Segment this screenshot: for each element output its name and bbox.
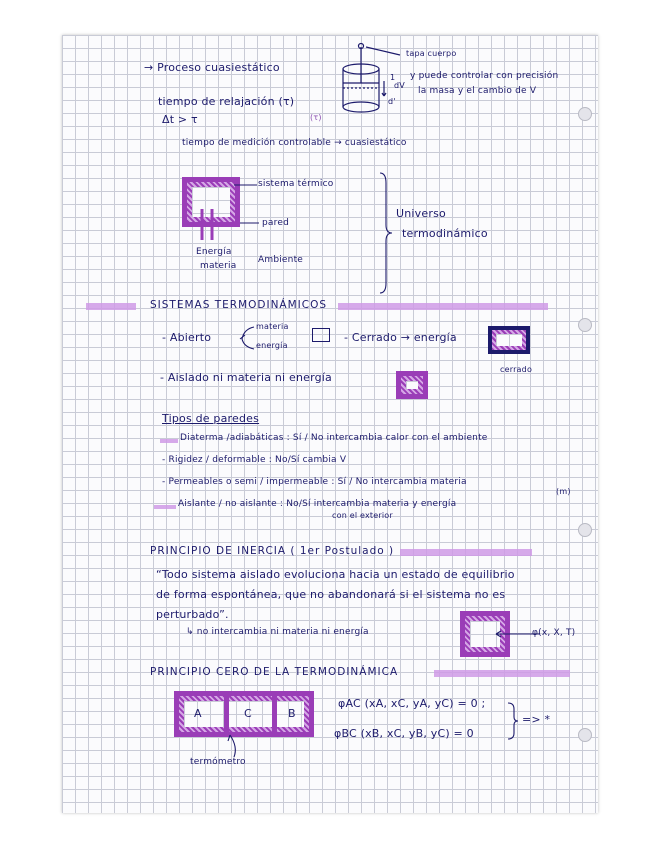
equation-bracket xyxy=(62,35,598,813)
piston-mark: 1 xyxy=(390,73,396,82)
section-title-systems: SISTEMAS TERMODINÁMICOS xyxy=(150,299,328,311)
section-title-zeroth-law: PRINCIPIO CERO DE LA TERMODINÁMICA xyxy=(150,666,399,678)
piston-dprime: d' xyxy=(388,97,396,106)
wall-type-4-cont: con el exterior xyxy=(332,511,393,520)
wall-type-4: Aislante / no aislante : No/Sí intercambia materia y energía xyxy=(178,499,457,509)
notebook-page xyxy=(62,35,598,813)
piston-label-top: tapa cuerpo xyxy=(406,49,457,58)
open-matter: materia xyxy=(256,322,289,331)
quote-line-2: de forma espontánea, que no abandonará si el sistema no es xyxy=(156,588,506,601)
wall-type-2: - Rigidez / deformable : No/Sí cambia V xyxy=(162,455,347,465)
ambient-label: Ambiente xyxy=(258,255,304,265)
piston-description-1: y puede controlar con precisión xyxy=(410,71,559,81)
box-b-label: B xyxy=(288,707,296,720)
wall-label: pared xyxy=(262,218,289,228)
closed-label: cerrado xyxy=(500,365,533,374)
state-function: φ(x, X, T) xyxy=(532,628,576,638)
wall-type-3-sub: (m) xyxy=(556,487,571,496)
energy-matter-label-1: Energía xyxy=(196,247,232,257)
equation-bc: φBC (xB, xC, yB, yC) = 0 xyxy=(334,727,474,740)
walls-title: Tipos de paredes xyxy=(162,412,260,425)
wall-type-3: - Permeables o semi / impermeable : Sí / No intercambia materia xyxy=(162,477,467,487)
energy-matter-label-2: materia xyxy=(200,261,237,271)
section-title-quasistatic: → Proceso cuasiestático xyxy=(144,61,280,74)
section-title-inertia: PRINCIPIO DE INERCIA ( 1er Postulado ) xyxy=(150,545,395,557)
dt-gt-tau: Δt > τ xyxy=(162,113,198,126)
equation-ac: φAC (xA, xC, yA, yC) = 0 ; xyxy=(338,697,486,710)
box-c-label: C xyxy=(244,707,252,720)
open-system: - Abierto xyxy=(162,331,212,344)
box-a-label: A xyxy=(194,707,202,720)
isolated-system: - Aislado ni materia ni energía xyxy=(160,371,333,384)
piston-dv: dV xyxy=(394,81,405,90)
piston-description-2: la masa y el cambio de V xyxy=(418,86,537,96)
quote-line-3: perturbado”. xyxy=(156,608,229,621)
universe-label-1: Universo xyxy=(396,207,446,220)
quote-line-1: “Todo sistema aislado evoluciona hacia un estado de equilibrio xyxy=(156,568,515,581)
universe-label-2: termodinámico xyxy=(402,227,488,240)
thermal-system-label: sistema térmico xyxy=(258,179,334,189)
piston-tau: (τ) xyxy=(310,113,322,122)
closed-system: - Cerrado → energía xyxy=(344,331,457,344)
wall-type-1: Diaterma /adiabáticas : Sí / No intercambia calor con el ambiente xyxy=(180,433,488,443)
open-energy: energía xyxy=(256,341,288,350)
thermometer-label: termómetro xyxy=(190,757,246,767)
relaxation-time: tiempo de relajación (τ) xyxy=(158,95,295,108)
no-exchange-note: ↳ no intercambia ni materia ni energía xyxy=(186,627,369,637)
implies-symbol: => * xyxy=(522,713,551,726)
measurement-time: tiempo de medición controlable → cuasiestático xyxy=(182,138,407,148)
